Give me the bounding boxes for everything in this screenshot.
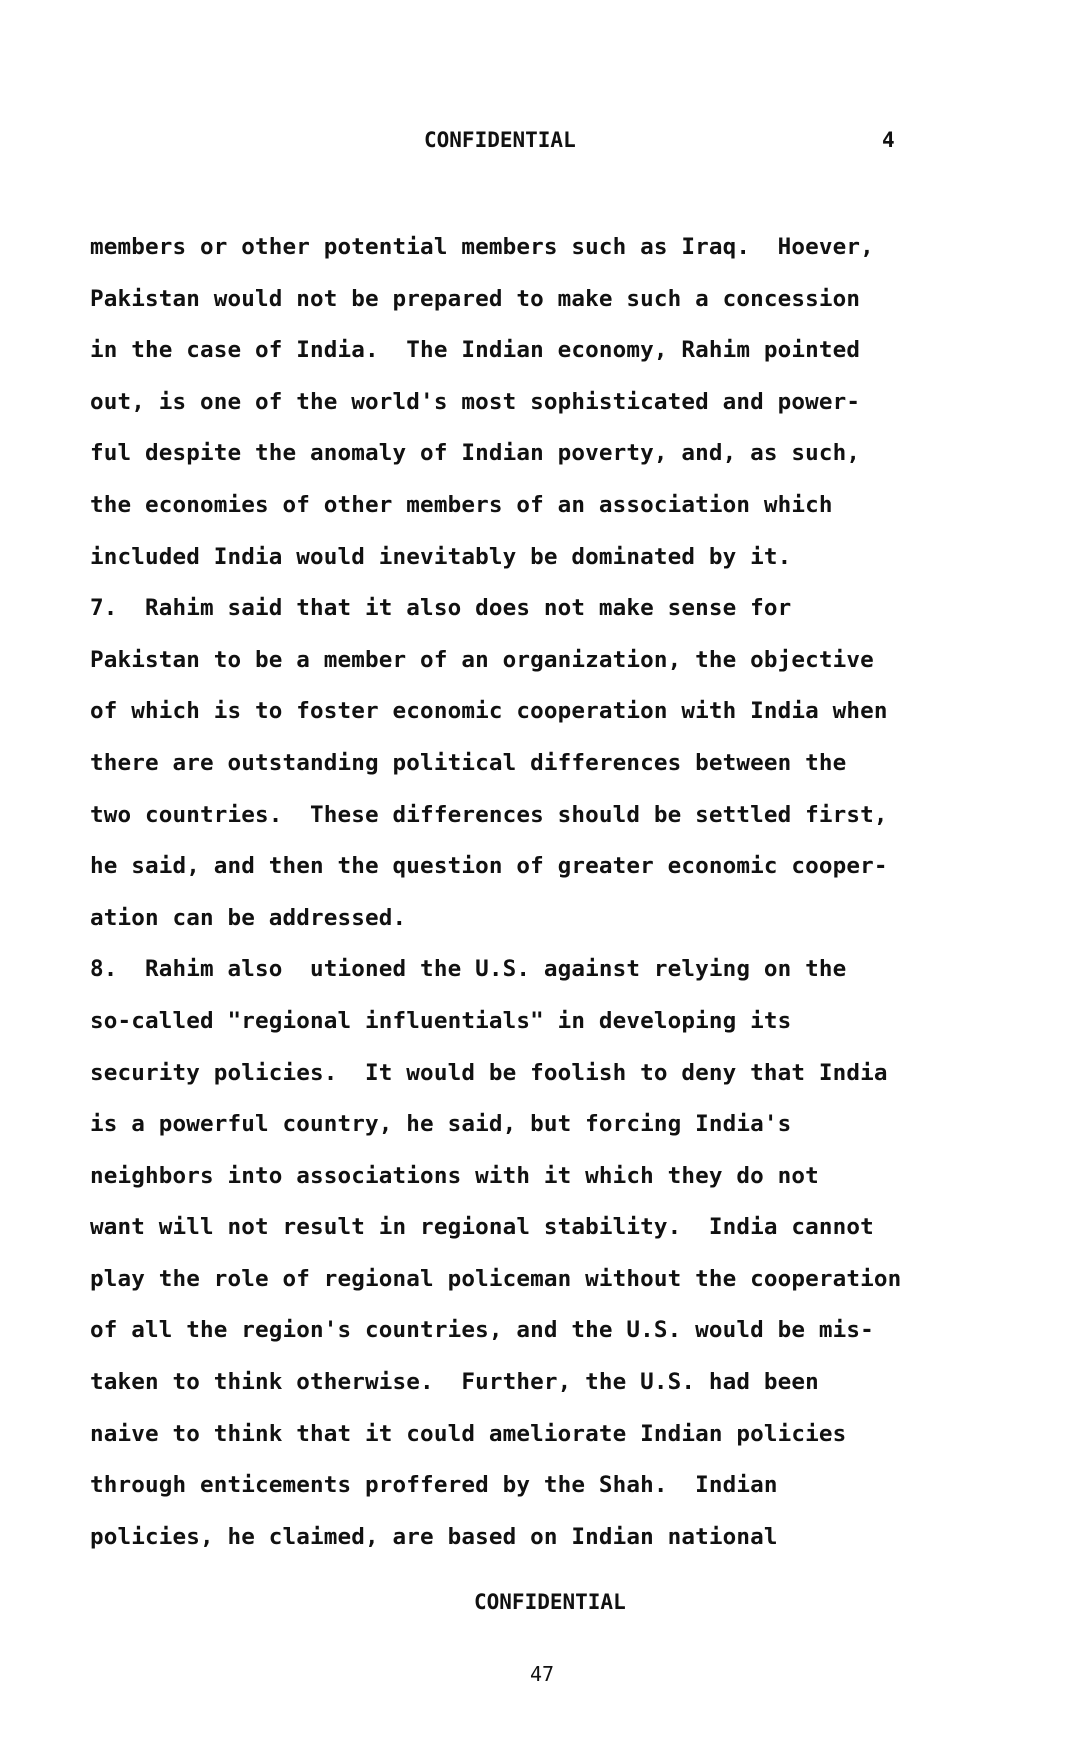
text-line: included India would inevitably be dominated by it. [90,543,792,570]
text-line: he said, and then the question of greater economic cooper- [90,853,888,880]
text-line: two countries. These differences should be settled first, [90,801,888,828]
text-line: security policies. It would be foolish to deny that India [90,1059,888,1086]
footer-page-number: 47 [530,1662,555,1686]
text-line: want will not result in regional stability. India cannot [90,1214,874,1241]
text-line: members or other potential members such as Iraq. Hoever, [90,234,874,260]
text-line: ation can be addressed. [90,904,407,931]
text-line: the economies of other members of an association which [90,491,833,518]
footer-classification: CONFIDENTIAL [474,1590,626,1614]
text-line: there are outstanding political differences between the [90,749,847,776]
text-line: taken to think otherwise. Further, the U.S. had been [90,1369,819,1396]
text-line: Pakistan to be a member of an organization, the objective [90,646,874,673]
text-line: through enticements proffered by the Shah. Indian [90,1472,778,1499]
page-header [0,128,1067,158]
text-line: play the role of regional policeman without the cooperation [90,1265,902,1292]
text-line: neighbors into associations with it which they do not [90,1162,819,1189]
text-line: policies, he claimed, are based on Indian national [90,1523,778,1550]
text-line: of all the region's countries, and the U.S. would be mis- [90,1317,874,1344]
text-line: in the case of India. The Indian economy, Rahim pointed [90,337,861,364]
text-line: naive to think that it could ameliorate Indian policies [90,1420,847,1447]
header-page-number: 4 [882,128,895,152]
text-line: ful despite the anomaly of Indian poverty, and, as such, [90,440,861,467]
paragraph-8-start: 8. Rahim also utioned the U.S. against relying on the [90,956,847,983]
text-line: of which is to foster economic cooperation with India when [90,698,888,725]
text-line: Pakistan would not be prepared to make such a concession [90,285,861,312]
text-line: so-called "regional influentials" in developing its [90,1007,792,1034]
paragraph-7-start: 7. Rahim said that it also does not make sense for [90,595,792,622]
header-classification: CONFIDENTIAL [424,128,576,152]
text-line: is a powerful country, he said, but forcing India's [90,1111,792,1138]
text-line: out, is one of the world's most sophisticated and power- [90,388,861,415]
body-text [90,222,1010,1563]
